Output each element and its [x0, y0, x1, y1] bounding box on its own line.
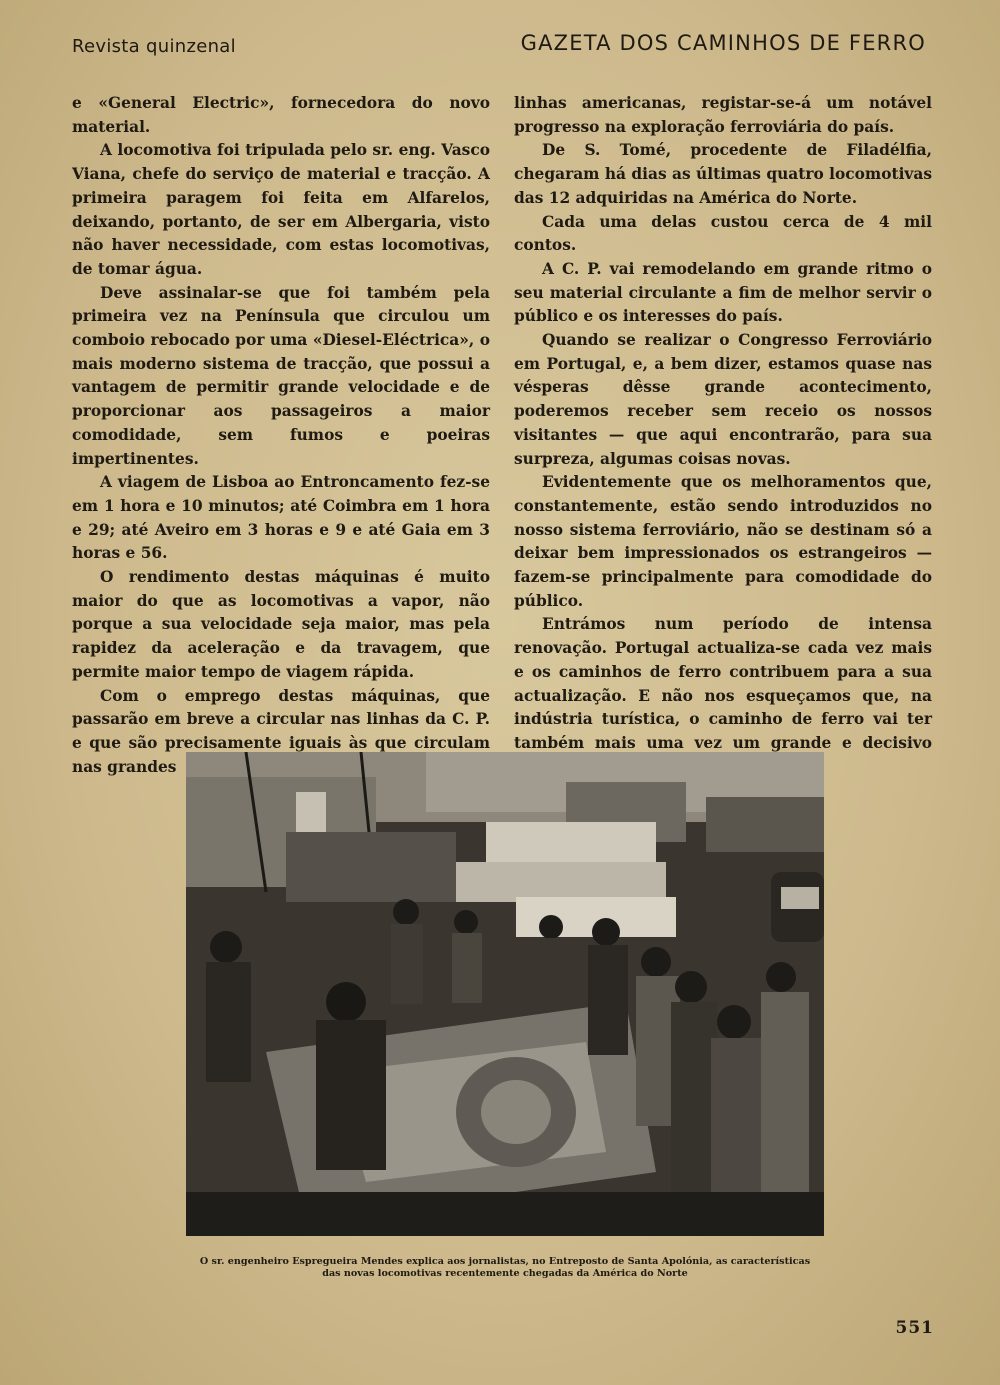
news-photograph [186, 752, 824, 1236]
photo-caption [180, 1256, 830, 1280]
header-magazine-title: GAZETA DOS CAMINHOS DE FERRO [520, 31, 926, 55]
paragraph: De S. Tomé, procedente de Filadélfia, chegaram há dias as últimas quatro locomotivas das 12 adquiridas na América do Norte. [514, 141, 932, 207]
page-number: 551 [895, 1318, 934, 1338]
paragraph: Deve assinalar-se que foi também pela primeira vez na Península que circulou um comboio rebocado por uma «Diesel-Eléctrica», o mais moderno sistema de tracção, que possui a vantagem de permitir grande velocidade e de proporcionar aos passageiros a maior comodidade, sem fumos e poeiras impertinentes. [72, 283, 490, 468]
paragraph: A locomotiva foi tripulada pelo sr. eng. Vasco Viana, chefe do serviço de material e tracção. A primeira paragem foi feita em Alfarelos, deixando, portanto, de ser em Albergaria, visto não haver necessidade, com estas locomotivas, de tomar água. [72, 141, 490, 278]
paragraph: A viagem de Lisboa ao Entroncamento fez-se em 1 hora e 10 minutos; até Coimbra em 1 hora e 29; até Aveiro em 3 horas e 9 e até Gaia em 3 horas e 56. [72, 473, 490, 563]
article-right-column [514, 92, 932, 779]
photograph-illustration [186, 752, 824, 1236]
caption-line-1: O sr. engenheiro Espregueira Mendes explica aos jornalistas, no Entreposto de Santa Apolónia, as características [199, 1256, 811, 1267]
paragraph: O rendimento destas máquinas é muito maior do que as locomotivas a vapor, não porque a sua velocidade seja maior, mas pela rapidez da aceleração e da travagem, que permite maior tempo de viagem rápida. [72, 568, 490, 681]
paragraph: Com o emprego destas máquinas, que passarão em breve a circular nas linhas da C. P. e que são precisamente iguais às que circulam nas grandes [72, 686, 490, 776]
paragraph: Quando se realizar o Congresso Ferroviário em Portugal, e, a bem dizer, estamos quase nas vésperas dêsse grande acontecimento, poderemos receber sem receio os nossos visitantes — que aqui encontrarão, para sua surpreza, algumas coisas novas. [514, 331, 932, 468]
paragraph: linhas americanas, registar-se-á um notável progresso na exploração ferroviária do país. [514, 94, 932, 136]
paragraph: e «General Electric», fornecedora do novo material. [72, 94, 490, 136]
paragraph: Entrámos num período de intensa renovação. Portugal actualiza-se cada vez mais e os caminhos de ferro contribuem para a sua actualização. E não nos esqueçamos que, na indústria turística, o caminho de ferro vai ter também mais uma vez um grande e decisivo [514, 615, 932, 752]
paragraph: Cada uma delas custou cerca de 4 mil contos. [514, 212, 932, 255]
header-publication-frequency: Revista quinzenal [72, 36, 236, 57]
paragraph: Evidentemente que os melhoramentos que, constantemente, estão sendo introduzidos no nosso sistema ferroviário, não se destinam só a deixar bem impressionados os estrangeiros — fazem-se principalmente para comodidade do público. [514, 473, 932, 610]
paragraph: A C. P. vai remodelando em grande ritmo o seu material circulante a fim de melhor servir o público e os interesses do país. [514, 259, 932, 326]
caption-line-2: das novas locomotivas recentemente chegadas da América do Norte [322, 1268, 688, 1279]
article-left-column [72, 92, 490, 779]
